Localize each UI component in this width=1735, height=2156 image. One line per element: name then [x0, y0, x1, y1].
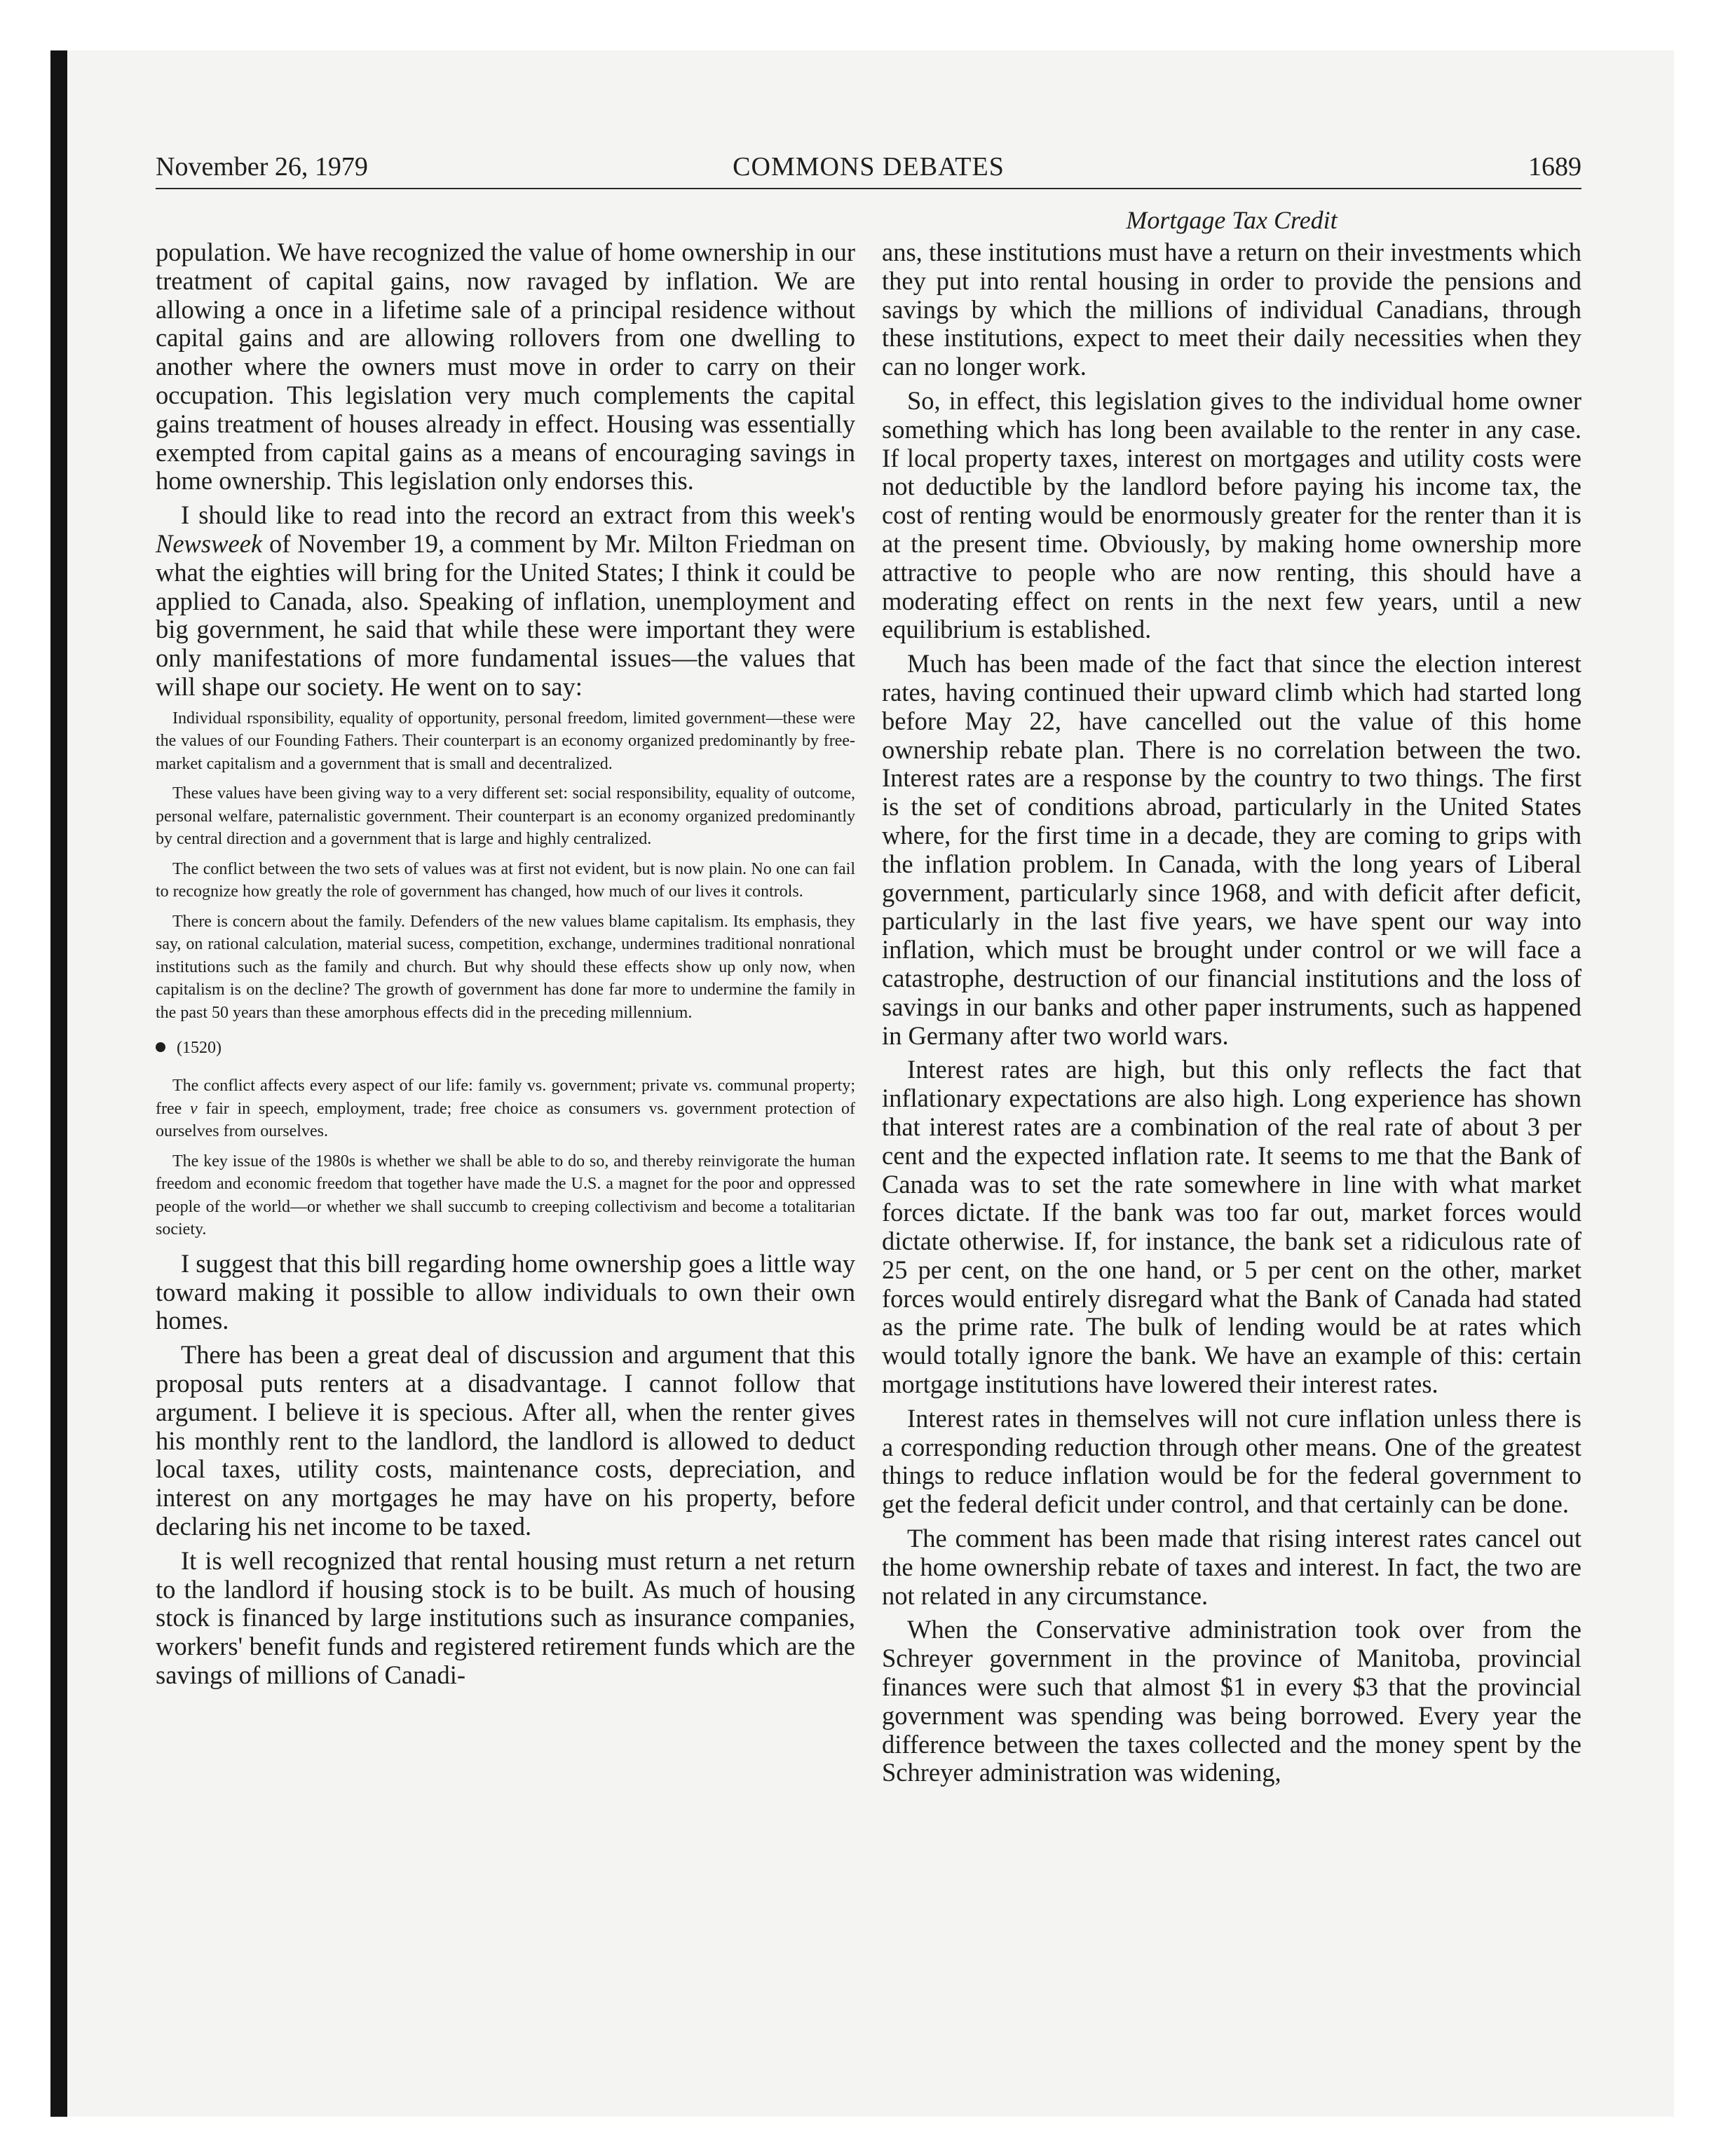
- text-run: The conflict affects every aspect of our life: family vs. government; private vs. communal property; free: [156, 1077, 855, 1118]
- running-head: Mortgage Tax Credit: [1126, 206, 1338, 234]
- quote-paragraph: There is concern about the family. Defenders of the new values blame capitalism. Its emphasis, they say, on rational calculation, material sucess, competition, exchange, undermines traditional nonrational institutions such as the family and church. But why should these effects show up only now, when capitalism is on the decline? The growth of government has done far more to undermine the family in the past 50 years than these amorphous effects did in the preceding millennium.: [156, 912, 855, 1022]
- paragraph: I suggest that this bill regarding home ownership goes a little way toward making it possible to allow individuals to own their own homes.: [156, 1248, 855, 1335]
- paragraph: When the Conservative administration took over from the Schreyer government in the province of Manitoba, provincial finances were such that almost $1 in every $3 that the provincial government was spending was being borrowed. Every year the difference between the taxes collected and the money spent by the Schreyer administration was widening,: [882, 1615, 1581, 1787]
- header-date: November 26, 1979: [156, 152, 368, 182]
- paragraph: There has been a great deal of discussion and argument that this proposal puts renters at a disadvantage. I cannot follow that argument. I believe it is specious. After all, when the renter gives his monthly rent to the landlord, the landlord is allowed to deduct local taxes, utility costs, maintenance costs, depreciation, and interest on any mortgages he may have on his property, before declaring his net income to be taxed.: [156, 1340, 855, 1541]
- quote-paragraph: Individual rsponsibility, equality of opportunity, personal freedom, limited government—these were the values of our Founding Fathers. Their counterpart is an economy organized predominantly by free-market capitalism and a government that is small and decentralized.: [156, 709, 855, 773]
- text-run-italic: v: [190, 1099, 198, 1118]
- time-marker-text: (1520): [177, 1039, 222, 1058]
- publication-title: Newsweek: [156, 528, 263, 558]
- quote-paragraph: These values have been giving way to a very different set: social responsibility, equality of outcome, personal welfare, paternalistic government. Their counterpart is an economy organized predominantly by central direction and a government that is large and highly centralized.: [156, 784, 855, 849]
- left-column: [156, 238, 855, 1696]
- paragraph: Much has been made of the fact that since the election interest rates, having continued their upward climb which had started long before May 22, have cancelled out the value of this home ownership rebate plan. There is no correlation between the two. Interest rates are a response by the country to two things. The first is the set of conditions abroad, particularly in the United States where, for the first time in a decade, they are coming to grips with the inflation problem. In Canada, with the long years of Liberal government, particularly since 1968, and with deficit after deficit, particularly in the last five years, we have spent our way into inflation, which must be brought under control or we will face a catastrophe, destruction of our financial institutions and the loss of savings in our banks and other paper instruments, such as happened in Germany after two world wars.: [882, 649, 1581, 1050]
- time-marker: [156, 1034, 855, 1062]
- paragraph: The comment has been made that rising interest rates cancel out the home ownership rebate of taxes and interest. In fact, the two are not related in any circumstance.: [882, 1524, 1581, 1610]
- paragraph: So, in effect, this legislation gives to the individual home owner something which has long been available to the renter in any case. If local property taxes, interest on mortgages and utility costs were not deductible by the landlord before paying his income tax, the cost of renting would be enormously greater for the renter than it is at the present time. Obviously, by making home ownership more attractive to people who are now renting, this should have a moderating effect on rents in the next few years, until a new equilibrium is established.: [882, 386, 1581, 644]
- paragraph: population. We have recognized the value of home ownership in our treatment of capital gains, now ravaged by inflation. We are allowing a once in a lifetime sale of a principal residence without capital gains and are allowing rollovers from one dwelling to another where the owners must move in order to carry on their occupation. This legislation very much complements the capital gains treatment of houses already in effect. Housing was essentially exempted from capital gains as a means of encouraging savings in home ownership. This legislation only endorses this.: [156, 238, 855, 496]
- header-page-number: 1689: [1528, 152, 1581, 182]
- paragraph: It is well recognized that rental housing must return a net return to the landlord if housing stock is to be built. As much of housing stock is financed by large institutions such as insurance companies, workers' benefit funds and registered retirement funds which are the savings of millions of Canadi-: [156, 1546, 855, 1689]
- text-run: fair in speech, employment, trade; free choice as consumers vs. government protection of ourselves from ourselves.: [156, 1099, 855, 1141]
- header-journal-title: COMMONS DEBATES: [733, 152, 1005, 182]
- quote-paragraph: [156, 1074, 855, 1143]
- text-run: of November 19, a comment by Mr. Milton Friedman on what the eighties will bring for the United States; I think it could be applied to Canada, also. Speaking of inflation, unemployment and big government, he said that while these were important they were only manifestations of more fundamental issues—the values that will shape our society. He went on to say:: [156, 528, 855, 701]
- paragraph: Interest rates are high, but this only reflects the fact that inflationary expectations are also high. Long experience has shown that interest rates are a combination of the real rate of about 3 per cent and the expected inflation rate. It seems to me that the Bank of Canada was to set the rate somewhere in line with what market forces dictate. If the bank was too far out, market forces would dictate otherwise. If, for instance, the bank set a ridiculous rate of 25 per cent, on the one hand, or 5 per cent on the other, market forces would entirely disregard what the Bank of Canada had stated as the prime rate. The bulk of lending would be at rates which would totally ignore the bank. We have an example of this: certain mortgage institutions have lowered their interest rates.: [882, 1055, 1581, 1399]
- page-header: [156, 147, 1581, 186]
- paragraph: [156, 501, 855, 702]
- scan-binding-edge: [50, 50, 67, 2117]
- block-quote: [156, 707, 855, 1025]
- bullet-icon: [156, 1042, 165, 1052]
- paragraph: ans, these institutions must have a return on their investments which they put into rental housing in order to provide the pensions and savings by which the millions of individual Canadians, through these institutions, expect to meet their daily necessities when they can no longer work.: [882, 238, 1581, 381]
- right-column: [882, 238, 1581, 1793]
- text-run: I should like to read into the record an extract from this week's: [181, 500, 855, 530]
- quote-paragraph: The conflict between the two sets of values was at first not evident, but is now plain. No one can fail to recognize how greatly the role of government has changed, how much of our lives it controls.: [156, 859, 855, 901]
- header-rule: [156, 188, 1581, 189]
- paragraph: Interest rates in themselves will not cure inflation unless there is a corresponding reduction through other means. One of the greatest things to reduce inflation would be for the federal government to get the federal deficit under control, and that certainly can be done.: [882, 1403, 1581, 1519]
- quote-paragraph: The key issue of the 1980s is whether we shall be able to do so, and thereby reinvigorate the human freedom and economic freedom that together have made the U.S. a magnet for the poor and oppressed people of the world—or whether we shall succumb to creeping collectivism and become a totalitarian society.: [156, 1152, 855, 1239]
- block-quote: [156, 1074, 855, 1241]
